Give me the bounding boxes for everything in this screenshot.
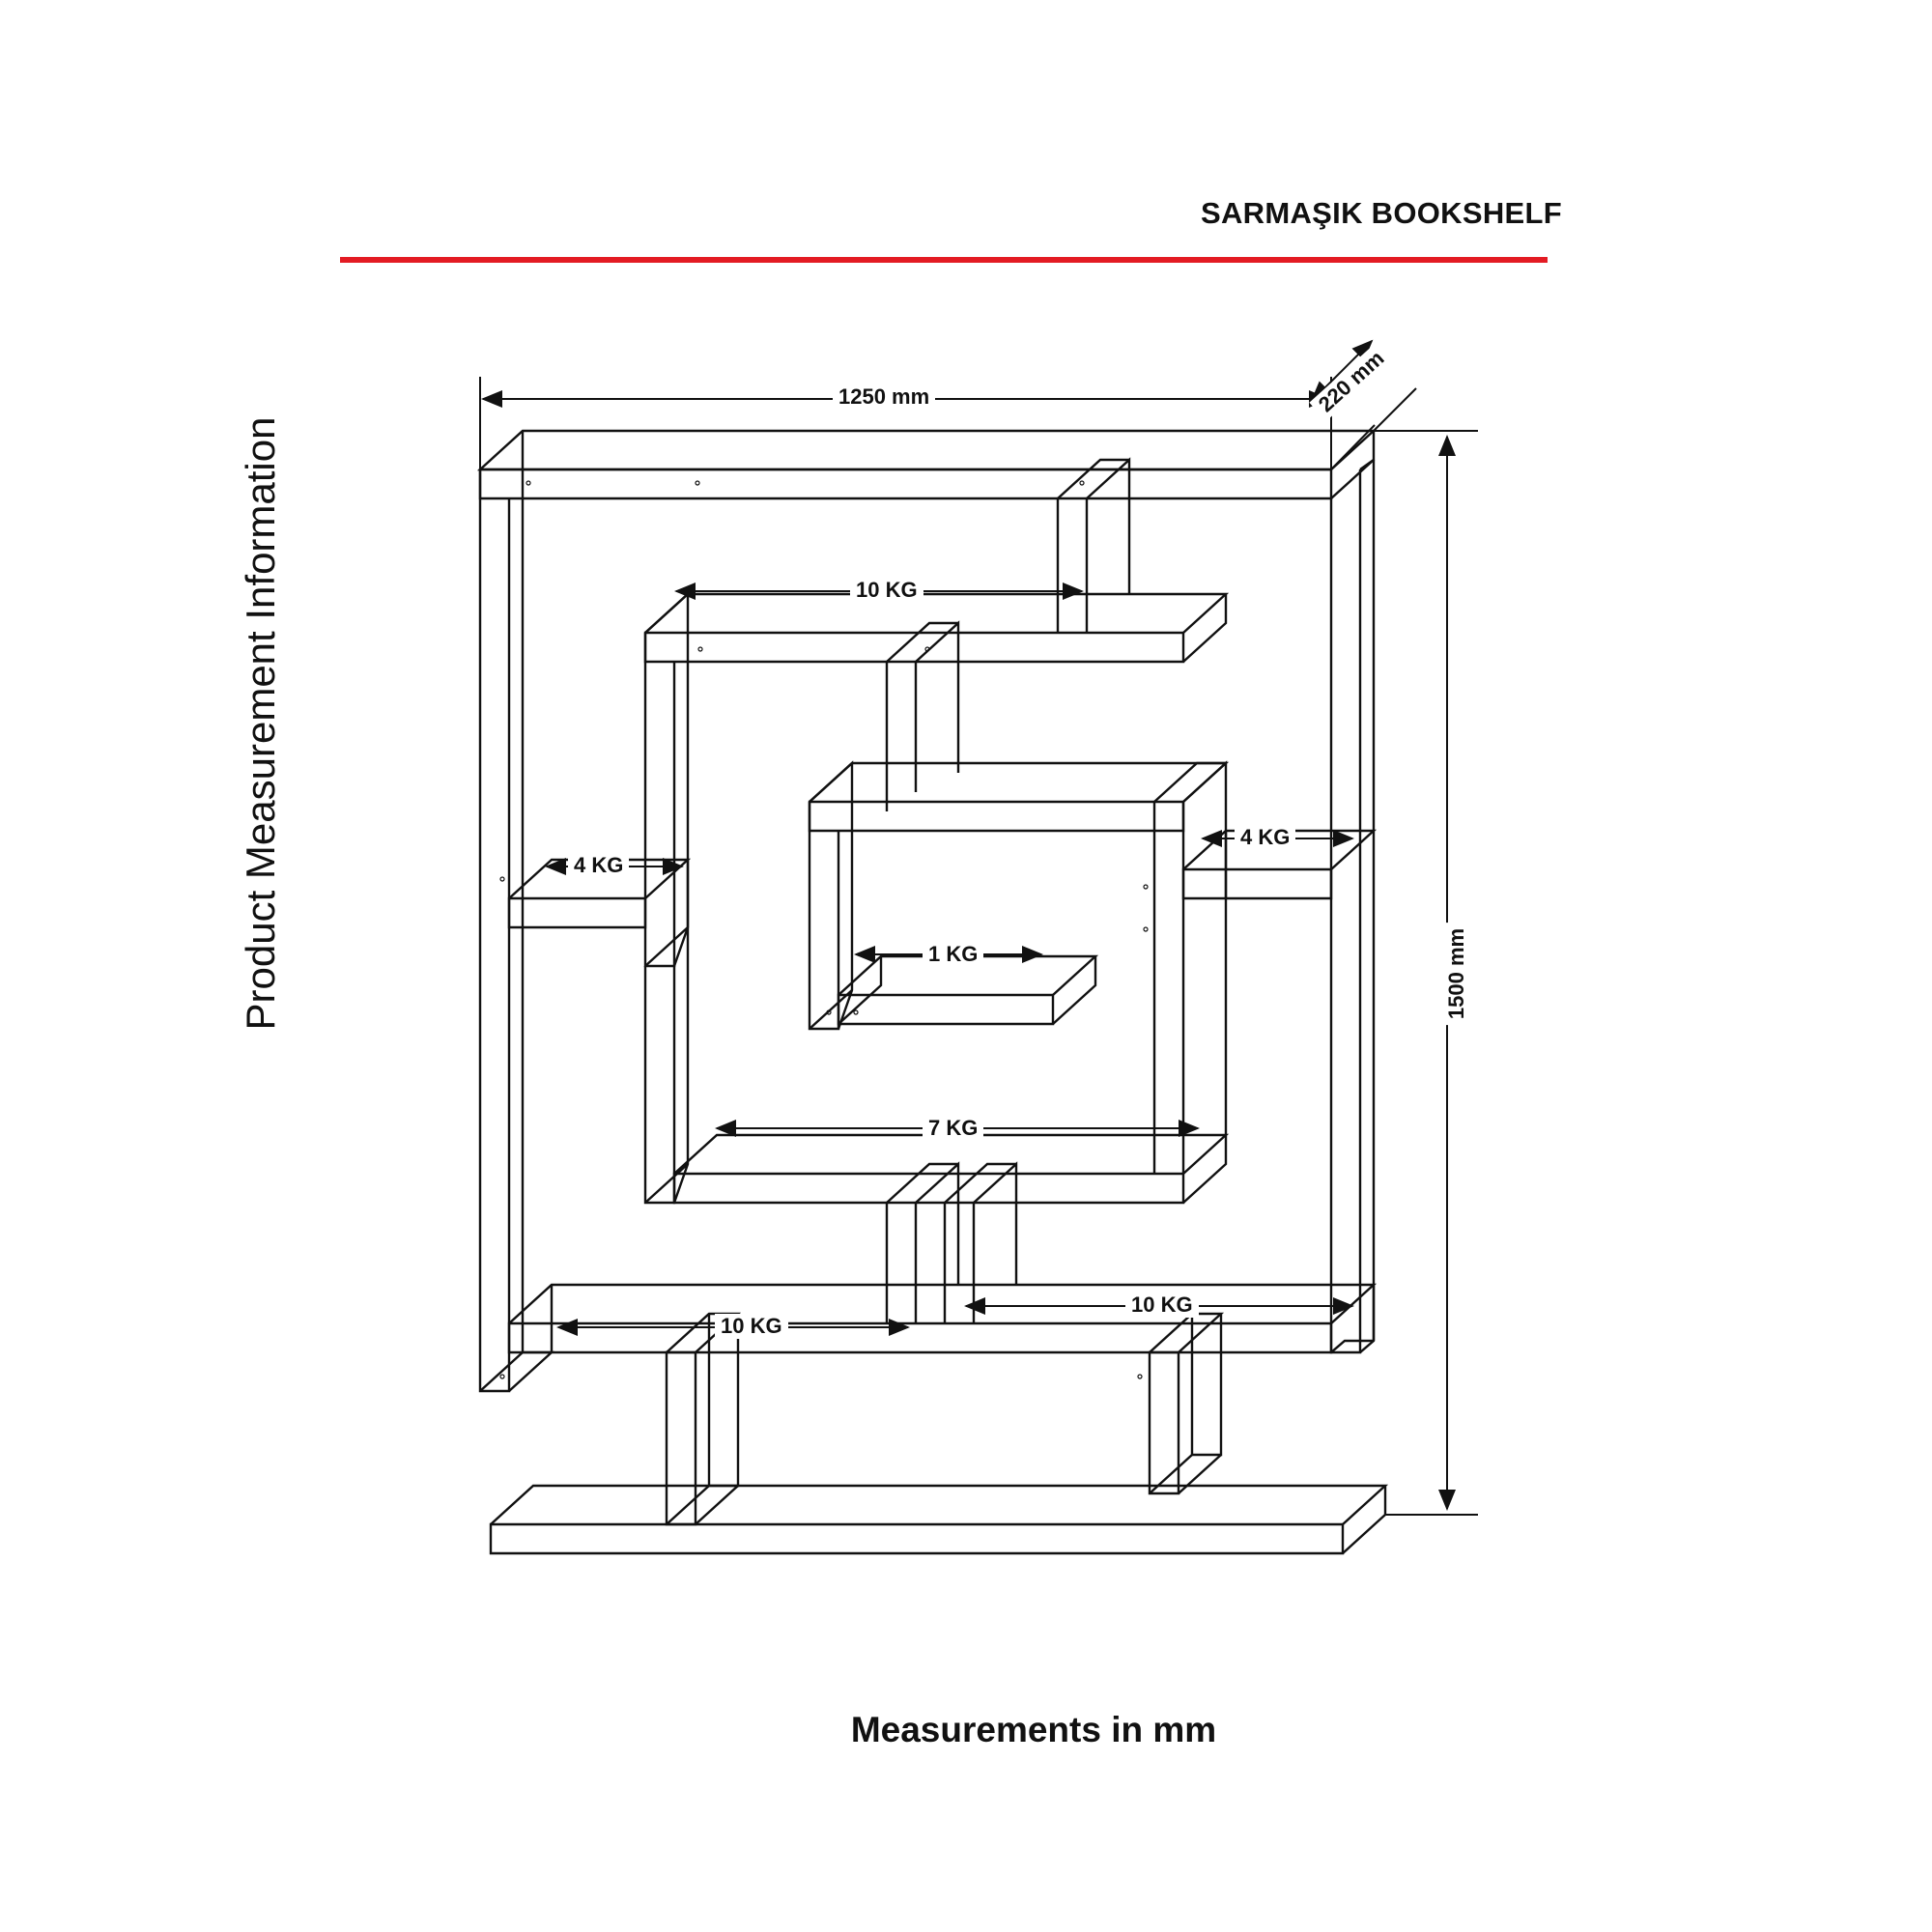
- small-box-shelf-front: [838, 995, 1053, 1024]
- load-label-small: 1 KG: [923, 942, 983, 967]
- base-foot-depth: [491, 1486, 1385, 1524]
- load-label-left: 4 KG: [568, 853, 629, 878]
- shelf-upper-left-support-back: [674, 594, 688, 966]
- shelf-upper-left-support-top: [645, 594, 688, 633]
- shelf-left-middle-front: [509, 898, 645, 927]
- panel-bottom-depth: [509, 1285, 1374, 1323]
- center-frame-top-front: [810, 802, 1183, 831]
- bottom-caption: Measurements in mm: [850, 1710, 1217, 1749]
- dim-label-depth: 220 mm: [1309, 342, 1393, 421]
- base-leg-left-back: [709, 1314, 738, 1486]
- center-frame-right-back: [1183, 763, 1226, 1135]
- load-label-bottom-left: 10 KG: [715, 1314, 788, 1339]
- side-caption: Product Measurement Information: [238, 416, 283, 1031]
- shelf-upper-depth: [645, 594, 1226, 633]
- shelf-right-middle-front: [1183, 869, 1331, 898]
- center-frame-right-front: [1154, 802, 1183, 1174]
- small-box-left-front: [810, 802, 838, 1029]
- divider-top-right-front: [1058, 498, 1087, 633]
- page-title: SARMAŞIK BOOKSHELF: [1201, 196, 1562, 230]
- center-frame-bottom-depth: [674, 1135, 1226, 1174]
- load-label-bottom-right: 10 KG: [1125, 1293, 1199, 1318]
- panel-right-back: [1360, 460, 1374, 1352]
- base-leg-left-front: [667, 1352, 696, 1524]
- divider-center-back: [916, 623, 958, 773]
- center-frame-top-depth: [810, 763, 1226, 802]
- shelf-upper-left-support-front: [645, 633, 674, 966]
- dim-label-width: 1250 mm: [833, 384, 935, 410]
- ext-line-depth-b: [1374, 388, 1416, 431]
- load-label-center: 7 KG: [923, 1116, 983, 1141]
- dim-label-height: 1500 mm: [1444, 923, 1469, 1025]
- panel-top-depth: [480, 431, 1374, 469]
- divider-lower-right-back: [974, 1164, 1016, 1285]
- assembly-dowel-marks: [500, 481, 1148, 1378]
- base-leg-right-top: [1150, 1314, 1221, 1352]
- divider-center-front: [887, 662, 916, 811]
- center-frame-left-front: [645, 966, 674, 1203]
- base-foot-front: [491, 1524, 1343, 1553]
- divider-lower-left-front: [887, 1203, 916, 1323]
- divider-top-right-back: [1087, 460, 1129, 594]
- load-label-right: 4 KG: [1235, 825, 1295, 850]
- load-label-upper: 10 KG: [850, 578, 923, 603]
- center-frame-bottom-front: [674, 1174, 1183, 1203]
- panel-right-front: [1331, 469, 1360, 1352]
- center-frame-left-back: [674, 927, 688, 1203]
- panel-top-front: [480, 469, 1331, 498]
- panel-right-top-join: [1360, 460, 1374, 469]
- panel-left-front: [480, 469, 509, 1391]
- panel-left-back: [480, 431, 523, 1391]
- divider-lower-left-back: [916, 1164, 958, 1285]
